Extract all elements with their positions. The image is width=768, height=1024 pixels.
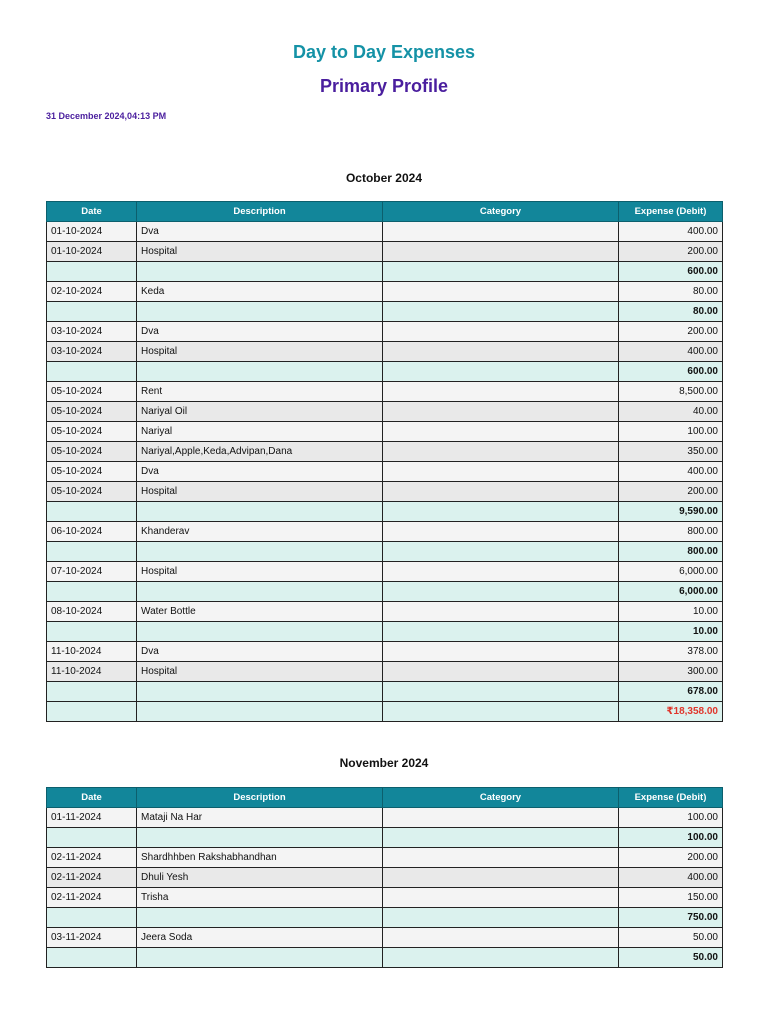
category-cell [383, 222, 619, 242]
category-cell [383, 948, 619, 968]
amount-cell: 400.00 [619, 462, 723, 482]
date-cell: 01-10-2024 [47, 222, 137, 242]
description-cell: Dva [137, 222, 383, 242]
description-column-header: Description [137, 788, 383, 808]
category-cell [383, 422, 619, 442]
subtotal-row [47, 542, 723, 562]
amount-cell: 378.00 [619, 642, 723, 662]
grand-total-row [47, 702, 723, 722]
category-cell [383, 562, 619, 582]
category-cell [383, 382, 619, 402]
description-cell [137, 702, 383, 722]
subtotal-row [47, 948, 723, 968]
date-cell: 02-11-2024 [47, 888, 137, 908]
category-cell [383, 582, 619, 602]
description-cell [137, 948, 383, 968]
category-cell [383, 908, 619, 928]
description-cell [137, 542, 383, 562]
amount-cell: 10.00 [619, 622, 723, 642]
amount-cell: 750.00 [619, 908, 723, 928]
date-cell [47, 362, 137, 382]
description-cell: Shardhhben Rakshabhandhan [137, 848, 383, 868]
description-cell: Dva [137, 642, 383, 662]
date-cell [47, 262, 137, 282]
table-row [47, 322, 723, 342]
amount-cell: 400.00 [619, 868, 723, 888]
table-row [47, 848, 723, 868]
date-cell: 03-10-2024 [47, 322, 137, 342]
description-cell: Rent [137, 382, 383, 402]
description-cell: Keda [137, 282, 383, 302]
amount-cell: 200.00 [619, 322, 723, 342]
subtotal-row [47, 582, 723, 602]
table-row [47, 562, 723, 582]
date-cell: 02-11-2024 [47, 868, 137, 888]
date-column-header: Date [47, 788, 137, 808]
amount-cell: 8,500.00 [619, 382, 723, 402]
amount-cell: 600.00 [619, 262, 723, 282]
amount-cell: 80.00 [619, 302, 723, 322]
description-cell: Dva [137, 462, 383, 482]
category-cell [383, 848, 619, 868]
date-cell: 05-10-2024 [47, 442, 137, 462]
subtotal-row [47, 908, 723, 928]
category-cell [383, 302, 619, 322]
amount-cell: 200.00 [619, 848, 723, 868]
date-cell [47, 682, 137, 702]
amount-cell: 200.00 [619, 242, 723, 262]
category-cell [383, 282, 619, 302]
category-cell [383, 602, 619, 622]
table-row [47, 242, 723, 262]
category-cell [383, 928, 619, 948]
category-cell [383, 502, 619, 522]
date-column-header: Date [47, 202, 137, 222]
expense-column-header: Expense (Debit) [619, 788, 723, 808]
category-cell [383, 682, 619, 702]
description-cell: Water Bottle [137, 602, 383, 622]
date-cell: 03-11-2024 [47, 928, 137, 948]
description-cell: Nariyal [137, 422, 383, 442]
category-column-header: Category [383, 788, 619, 808]
expense-column-header: Expense (Debit) [619, 202, 723, 222]
date-cell: 01-10-2024 [47, 242, 137, 262]
category-cell [383, 322, 619, 342]
date-cell: 06-10-2024 [47, 522, 137, 542]
table-row [47, 282, 723, 302]
category-cell [383, 442, 619, 462]
table-row [47, 382, 723, 402]
table-row [47, 422, 723, 442]
description-cell: Dva [137, 322, 383, 342]
category-cell [383, 828, 619, 848]
amount-cell: 9,590.00 [619, 502, 723, 522]
table-row [47, 402, 723, 422]
description-cell: Hospital [137, 242, 383, 262]
category-cell [383, 542, 619, 562]
date-cell: 08-10-2024 [47, 602, 137, 622]
date-cell: 02-10-2024 [47, 282, 137, 302]
category-cell [383, 642, 619, 662]
date-cell [47, 502, 137, 522]
table-row [47, 808, 723, 828]
description-cell [137, 582, 383, 602]
description-cell [137, 828, 383, 848]
table-row [47, 482, 723, 502]
category-cell [383, 662, 619, 682]
expense-table-october [46, 201, 723, 722]
category-cell [383, 462, 619, 482]
date-cell [47, 582, 137, 602]
description-cell [137, 262, 383, 282]
table-row [47, 442, 723, 462]
subtotal-row [47, 362, 723, 382]
date-cell: 11-10-2024 [47, 642, 137, 662]
category-column-header: Category [383, 202, 619, 222]
date-cell: 05-10-2024 [47, 422, 137, 442]
expense-table-november [46, 787, 723, 968]
description-cell: Mataji Na Har [137, 808, 383, 828]
category-cell [383, 482, 619, 502]
date-cell: 11-10-2024 [47, 662, 137, 682]
subtotal-row [47, 682, 723, 702]
description-cell: Hospital [137, 662, 383, 682]
date-cell: 05-10-2024 [47, 382, 137, 402]
description-cell [137, 362, 383, 382]
category-cell [383, 888, 619, 908]
subtotal-row [47, 262, 723, 282]
category-cell [383, 622, 619, 642]
amount-cell: 350.00 [619, 442, 723, 462]
amount-cell: 300.00 [619, 662, 723, 682]
date-cell [47, 948, 137, 968]
category-cell [383, 808, 619, 828]
report-title: Day to Day Expenses [292, 42, 476, 62]
amount-cell: 100.00 [619, 808, 723, 828]
category-cell [383, 242, 619, 262]
description-cell: Hospital [137, 342, 383, 362]
amount-cell: 678.00 [619, 682, 723, 702]
table-row [47, 642, 723, 662]
date-cell: 05-10-2024 [47, 402, 137, 422]
amount-cell: 150.00 [619, 888, 723, 908]
amount-cell: 10.00 [619, 602, 723, 622]
amount-cell: 800.00 [619, 542, 723, 562]
amount-cell: 6,000.00 [619, 562, 723, 582]
description-cell [137, 682, 383, 702]
table-row [47, 662, 723, 682]
category-cell [383, 262, 619, 282]
amount-cell: 400.00 [619, 222, 723, 242]
month-title-october: October 2024 [345, 171, 423, 185]
category-cell [383, 702, 619, 722]
subtotal-row [47, 302, 723, 322]
amount-cell: 6,000.00 [619, 582, 723, 602]
amount-cell: 400.00 [619, 342, 723, 362]
description-cell [137, 622, 383, 642]
generated-timestamp: 31 December 2024,04:13 PM [46, 111, 167, 121]
table-row [47, 222, 723, 242]
subtotal-row [47, 622, 723, 642]
description-cell: Khanderav [137, 522, 383, 542]
amount-cell: 200.00 [619, 482, 723, 502]
description-cell: Trisha [137, 888, 383, 908]
category-cell [383, 402, 619, 422]
profile-name: Primary Profile [319, 76, 449, 96]
table-row [47, 602, 723, 622]
description-cell: Dhuli Yesh [137, 868, 383, 888]
date-cell: 07-10-2024 [47, 562, 137, 582]
subtotal-row [47, 502, 723, 522]
table-row [47, 342, 723, 362]
amount-cell: 800.00 [619, 522, 723, 542]
description-cell: Nariyal Oil [137, 402, 383, 422]
amount-cell: 100.00 [619, 828, 723, 848]
description-cell [137, 908, 383, 928]
description-cell: Hospital [137, 482, 383, 502]
amount-cell: 600.00 [619, 362, 723, 382]
date-cell [47, 828, 137, 848]
date-cell: 03-10-2024 [47, 342, 137, 362]
description-cell: Nariyal,Apple,Keda,Advipan,Dana [137, 442, 383, 462]
date-cell [47, 908, 137, 928]
category-cell [383, 868, 619, 888]
amount-cell: 50.00 [619, 948, 723, 968]
amount-cell: 50.00 [619, 928, 723, 948]
date-cell: 05-10-2024 [47, 462, 137, 482]
table-row [47, 522, 723, 542]
table-row [47, 928, 723, 948]
date-cell [47, 702, 137, 722]
description-column-header: Description [137, 202, 383, 222]
date-cell: 02-11-2024 [47, 848, 137, 868]
table-row [47, 888, 723, 908]
subtotal-row [47, 828, 723, 848]
date-cell: 01-11-2024 [47, 808, 137, 828]
table-header-row [47, 202, 723, 222]
table-row [47, 462, 723, 482]
table-row [47, 868, 723, 888]
month-title-november: November 2024 [339, 756, 429, 770]
description-cell [137, 502, 383, 522]
category-cell [383, 342, 619, 362]
date-cell [47, 622, 137, 642]
category-cell [383, 522, 619, 542]
amount-cell: 80.00 [619, 282, 723, 302]
date-cell: 05-10-2024 [47, 482, 137, 502]
amount-cell: 100.00 [619, 422, 723, 442]
description-cell: Jeera Soda [137, 928, 383, 948]
amount-cell: 40.00 [619, 402, 723, 422]
amount-cell: ₹18,358.00 [619, 702, 723, 722]
date-cell [47, 302, 137, 322]
table-header-row [47, 788, 723, 808]
description-cell: Hospital [137, 562, 383, 582]
category-cell [383, 362, 619, 382]
date-cell [47, 542, 137, 562]
description-cell [137, 302, 383, 322]
